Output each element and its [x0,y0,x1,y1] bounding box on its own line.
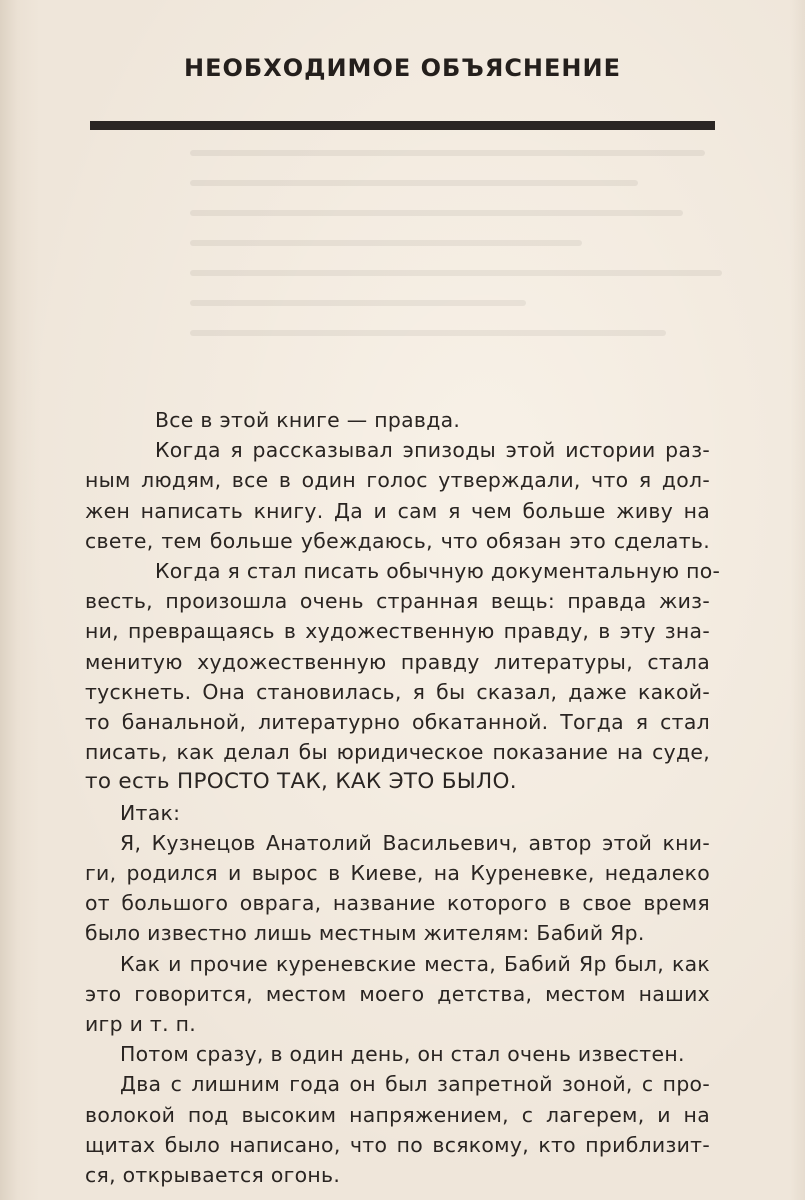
page-title: НЕОБХОДИМОЕ ОБЪЯСНЕНИЕ [184,54,621,82]
paragraph [85,1039,710,1069]
text-line: Потом сразу, в один день, он стал очень известен. [120,1042,685,1067]
paragraph [85,405,710,435]
text-line: свете, тем больше убеждаюсь, что обязан это сделать. [85,528,710,553]
text-line: жен написать книгу. Да и сам я чем больше живу на [85,498,710,523]
text-line: Когда я рассказывал эпизоды этой истории раз- [155,438,710,463]
text-line: было известно лишь местным жителям: Бабий Яр. [85,921,645,946]
text-line: от большого оврага, название которого в свое время [85,891,710,916]
text-line: Итак: [120,800,181,825]
paragraph [85,798,710,828]
text-line: ным людям, все в один голос утверждали, что я дол- [85,468,710,493]
bleed-through-shadow [190,150,750,370]
text-line: весть, произошла очень странная вещь: правда жиз- [85,589,710,614]
text-line: волокой под высоким напряжением, с лагерем, и на [85,1102,710,1127]
text-line: Как и прочие куреневские места, Бабий Яр был, как [120,951,710,976]
text-line: ги, родился и вырос в Киеве, на Куреневке, недалеко [85,861,710,886]
paragraph [85,949,710,1040]
paragraph [85,556,721,798]
text-line: ни, превращаясь в художественную правду, в эту зна- [85,619,710,644]
body-text [85,405,721,1190]
paragraph [85,1069,710,1190]
paragraph [85,828,710,949]
text-line: щитах было написано, что по всякому, кто приблизит- [85,1132,710,1157]
text-line: то есть ПРОСТО ТАК, КАК ЭТО БЫЛО. [85,769,517,795]
text-line: Когда я стал писать обычную документальную по- [155,559,721,584]
title-rule [90,121,715,130]
text-line: менитую художественную правду литературы, стала [85,649,710,674]
text-line: Все в этой книге — правда. [155,408,461,432]
text-line: писать, как делал бы юридическое показание на суде, [85,740,710,765]
text-line: игр и т. п. [85,1012,197,1037]
text-line: это говорится, местом моего детства, местом наших [85,981,710,1006]
text-line: Я, Кузнецов Анатолий Васильевич, автор этой кни- [120,830,710,855]
text-line: тускнеть. Она становилась, я бы сказал, даже какой- [85,679,710,704]
text-line: то банальной, литературно обкатанной. Тогда я стал [85,710,710,735]
text-line: Два с лишним года он был запретной зоной, с про- [120,1072,710,1097]
text-line: ся, открывается огонь. [85,1163,341,1188]
paragraph [85,435,710,556]
